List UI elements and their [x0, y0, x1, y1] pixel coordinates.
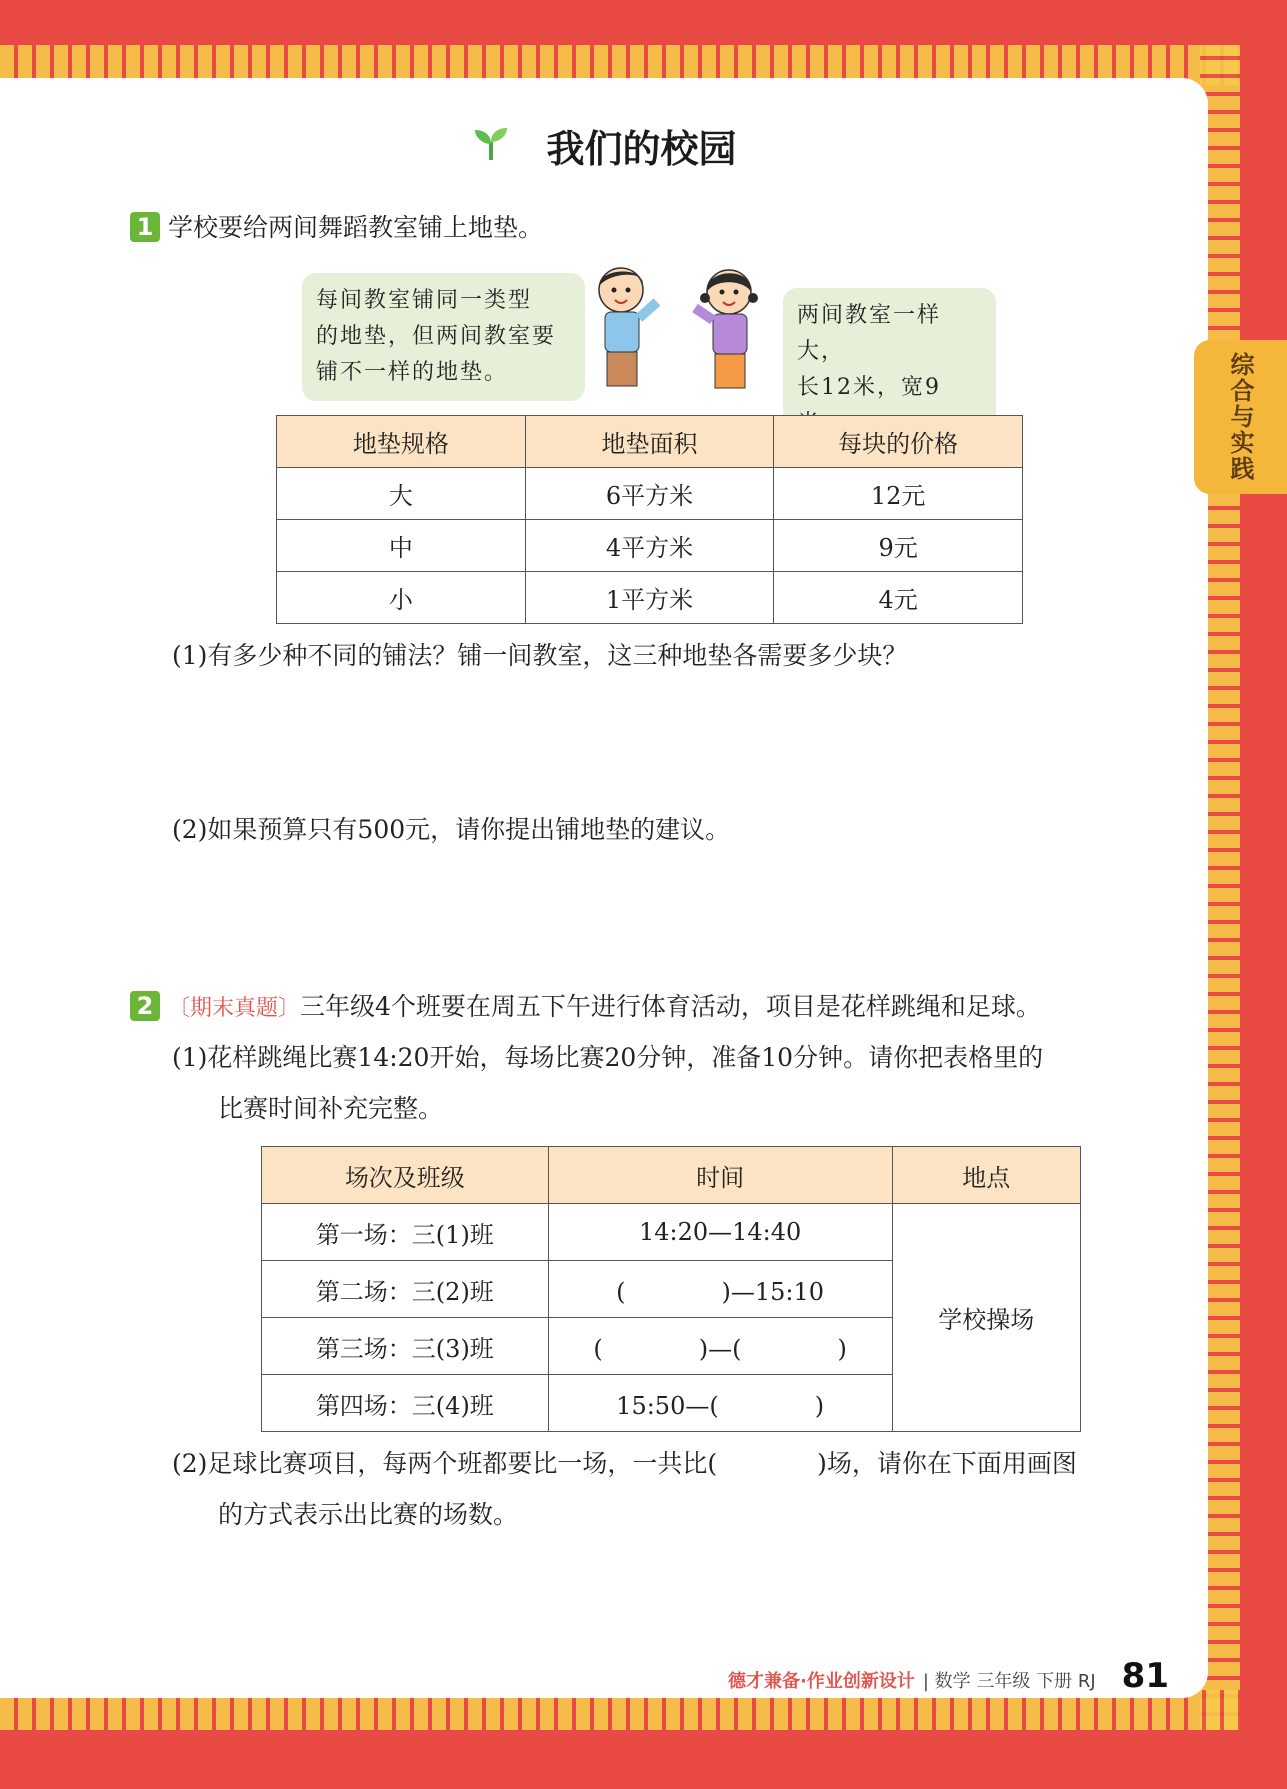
table-cell: 小 — [277, 572, 526, 624]
page-title-row — [0, 118, 1208, 173]
table-row — [277, 520, 1023, 572]
boy-illustration — [585, 262, 665, 394]
table-row — [277, 468, 1023, 520]
table-header: 地垫规格 — [277, 416, 526, 468]
table-cell: 6平方米 — [525, 468, 774, 520]
exam-tag: 〔期末真题〕 — [168, 996, 301, 1021]
question-1-text: 学校要给两间舞蹈教室铺上地垫。 — [168, 213, 544, 242]
table-header: 地垫面积 — [525, 416, 774, 468]
table-row — [262, 1204, 1081, 1261]
question-1-part-1: (1)有多少种不同的铺法？铺一间教室，这三种地垫各需要多少块？ — [172, 641, 908, 670]
answer-blank-cell[interactable]: ( )—( ) — [548, 1318, 892, 1375]
question-1-number: 1 — [130, 212, 160, 242]
bubble-right-line: 长12米，宽9 — [797, 375, 941, 400]
mat-price-table — [276, 415, 1023, 624]
place-cell: 学校操场 — [892, 1204, 1080, 1432]
page-footer — [728, 1656, 1169, 1696]
table-cell: 第一场：三(1)班 — [262, 1204, 549, 1261]
question-2-number: 2 — [130, 991, 160, 1021]
page-number: 81 — [1121, 1656, 1169, 1696]
table-header: 场次及班级 — [262, 1147, 549, 1204]
question-2-part-2: (2)足球比赛项目，每两个班都要比一场，一共比( )场，请你在下面用画图 — [172, 1449, 1077, 1478]
sprout-icon — [471, 126, 511, 166]
girl-illustration — [685, 262, 765, 394]
table-cell: 大 — [277, 468, 526, 520]
bubble-left-line: 铺不一样的地垫。 — [316, 360, 509, 385]
table-header-row — [277, 416, 1023, 468]
question-2 — [130, 987, 1041, 1029]
question-2-part-2-cont: 的方式表示出比赛的场数。 — [218, 1500, 519, 1529]
table-cell: 1平方米 — [525, 572, 774, 624]
table-cell: 12元 — [774, 468, 1023, 520]
answer-blank-cell[interactable]: 15:50—( ) — [548, 1375, 892, 1432]
table-header: 时间 — [548, 1147, 892, 1204]
question-2-part-1: (1)花样跳绳比赛14:20开始，每场比赛20分钟，准备10分钟。请你把表格里的 — [172, 1043, 1044, 1072]
speech-bubble-left — [302, 273, 585, 401]
question-2-part-1-cont: 比赛时间补充完整。 — [218, 1094, 444, 1123]
question-2-text: 三年级4个班要在周五下午进行体育活动，项目是花样跳绳和足球。 — [300, 992, 1041, 1021]
table-cell: 第三场：三(3)班 — [262, 1318, 549, 1375]
bubble-left-line: 每间教室铺同一类型 — [316, 288, 533, 313]
side-tab-label: 综合与实践 — [1226, 352, 1254, 482]
page-title: 我们的校园 — [546, 127, 737, 171]
table-cell: 14:20—14:40 — [548, 1204, 892, 1261]
schedule-table — [261, 1146, 1081, 1432]
table-header: 每块的价格 — [774, 416, 1023, 468]
table-cell: 中 — [277, 520, 526, 572]
table-row — [277, 572, 1023, 624]
table-header: 地点 — [892, 1147, 1080, 1204]
footer-info: | 数学 三年级 下册 RJ — [922, 1671, 1096, 1692]
table-cell: 4元 — [774, 572, 1023, 624]
table-cell: 第四场：三(4)班 — [262, 1375, 549, 1432]
bubble-right-line: 两间教室一样大， — [797, 303, 942, 364]
table-cell: 9元 — [774, 520, 1023, 572]
table-header-row — [262, 1147, 1081, 1204]
table-cell: 4平方米 — [525, 520, 774, 572]
answer-blank-cell[interactable]: ( )—15:10 — [548, 1261, 892, 1318]
footer-brand: 德才兼备·作业创新设计 — [728, 1671, 915, 1692]
bubble-left-line: 的地垫，但两间教室要 — [316, 324, 557, 349]
question-1-part-2: (2)如果预算只有500元，请你提出铺地垫的建议。 — [172, 815, 731, 844]
table-cell: 第二场：三(2)班 — [262, 1261, 549, 1318]
section-side-tab — [1194, 340, 1287, 494]
question-1 — [130, 208, 543, 248]
